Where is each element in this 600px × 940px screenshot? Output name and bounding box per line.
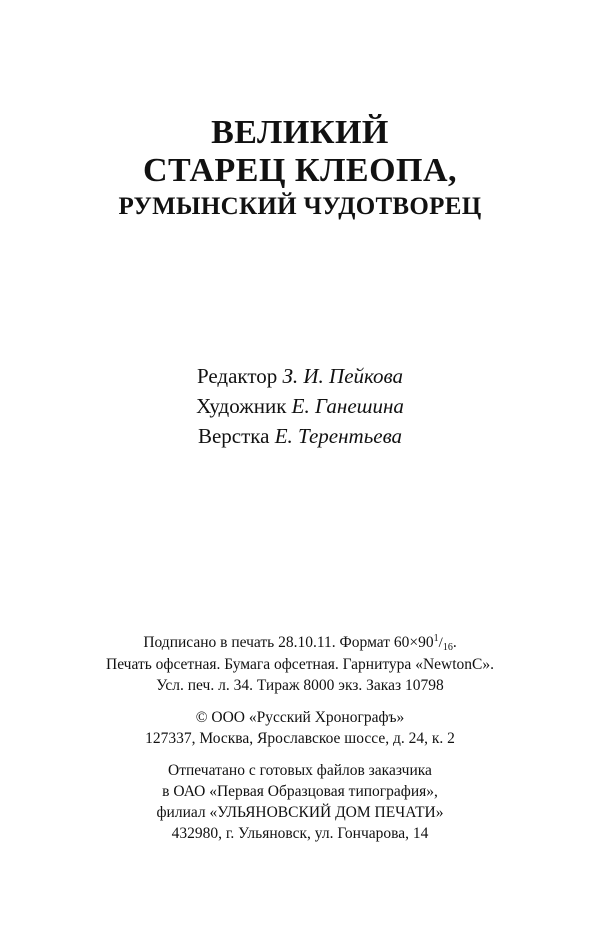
credits-block	[0, 361, 600, 451]
title-line-2: СТАРЕЦ КЛЕОПА,	[142, 152, 458, 189]
printed-line-1: Отпечатано с готовых файлов заказчика	[168, 762, 432, 779]
credit-role: Верстка	[197, 424, 270, 448]
publisher-address-line: 127337, Москва, Ярославское шоссе, д. 24, к. 2	[145, 730, 455, 747]
book-title	[0, 114, 600, 224]
publisher-line: © ООО «Русский Хронографъ»	[195, 709, 405, 726]
printing-line: Печать офсетная. Бумага офсетная. Гарнитура «NewtonC».	[106, 656, 494, 673]
printed-line-3: филиал «УЛЬЯНОВСКИЙ ДОМ ПЕЧАТИ»	[156, 804, 444, 821]
credit-role: Художник	[196, 394, 287, 418]
volume-line: Усл. печ. л. 34. Тираж 8000 экз. Заказ 10798	[156, 677, 444, 694]
printed-line-2: в ОАО «Первая Образцовая типография»,	[162, 783, 438, 800]
signed-to-print-text: Подписано в печать 28.10.11. Формат 60×90	[143, 634, 434, 651]
credit-artist	[0, 391, 600, 421]
format-denominator: 16	[442, 642, 453, 653]
credit-role: Редактор	[196, 364, 278, 388]
title-line-1: ВЕЛИКИЙ	[211, 114, 389, 151]
printed-line-4: 432980, г. Ульяновск, ул. Гончарова, 14	[171, 825, 429, 842]
signed-to-print-line: Подписано в печать 28.10.11. Формат $60\times 90^1/16$.	[143, 633, 457, 653]
credit-editor	[0, 361, 600, 391]
credit-person: Е. Терентьева	[274, 424, 403, 448]
credit-layout	[0, 421, 600, 451]
credit-person: Е. Ганешина	[291, 394, 404, 418]
format-numerator: 1	[433, 633, 439, 644]
format-end: .	[452, 634, 457, 651]
book-subtitle: РУМЫНСКИЙ ЧУДОТВОРЕЦ	[118, 193, 482, 220]
credit-person: З. И. Пейкова	[282, 364, 404, 388]
imprint-block	[0, 632, 600, 844]
